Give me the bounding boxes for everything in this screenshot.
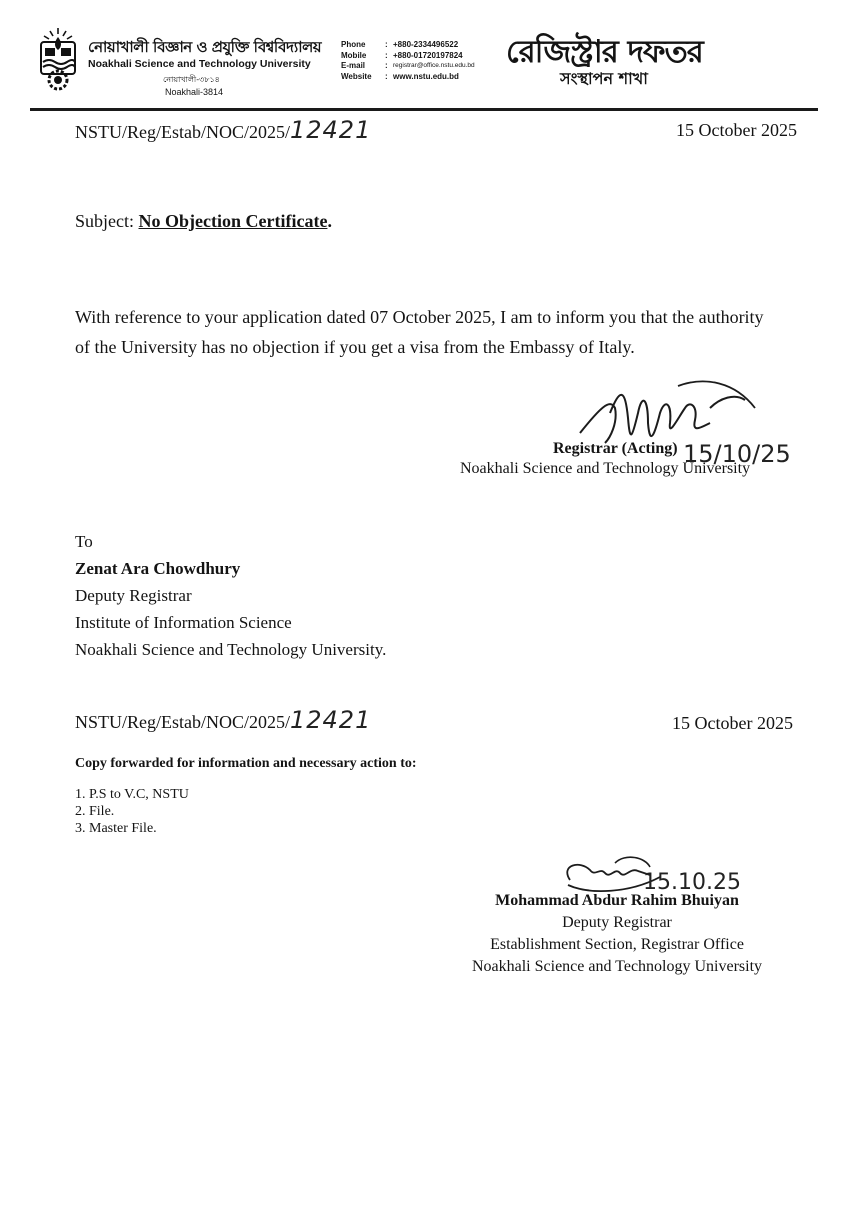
signatory-designation: Deputy Registrar [562,914,672,931]
registrar-handwritten-date: 15/10/25 [683,440,791,468]
copy-reference-number [75,706,371,734]
recipient-organization: Noakhali Science and Technology University. [75,640,387,659]
signatory-name: Mohammad Abdur Rahim Bhuiyan [495,892,739,909]
letter-date: 15 October 2025 [676,120,797,140]
copy-forwarded-heading: Copy forwarded for information and necessary action to: [75,756,417,771]
university-logo [37,26,79,92]
contact-email: E-mail : registrar@office.nstu.edu.bd [341,61,475,70]
contact-value: registrar@office.nstu.edu.bd [393,62,475,69]
contact-label: Website [341,71,372,81]
contact-label: Phone [341,40,366,49]
deputy-registrar-signature-block [452,890,782,978]
recipient-salutation: To [75,532,93,551]
university-name-english: Noakhali Science and Technology University [88,58,311,70]
reference-handwritten-number: 12421 [290,116,372,144]
contact-website: Website : www.nstu.edu.bd [341,71,459,81]
subject-text: No Objection Certificate [138,211,328,231]
list-item: 1. P.S to V.C, NSTU [75,787,189,802]
contact-value: +880-2334496522 [393,40,459,49]
deputy-registrar-handwritten-date: 15.10.25 [643,870,741,895]
recipient-name: Zenat Ara Chowdhury [75,559,241,578]
recipient-designation: Deputy Registrar [75,586,192,605]
office-name-bangla: রেজিস্ট্রার দফতর [506,34,703,70]
subject-period: . [327,211,332,231]
copy-reference-handwritten-number: 12421 [290,706,372,734]
signatory-organization: Noakhali Science and Technology University [471,958,763,975]
list-item: 2. File. [75,804,115,819]
body-line: of the University has no objection if you get a visa from the Embassy of Italy. [75,337,635,357]
contact-mobile: Mobile : +880-01720197824 [341,50,463,60]
city-english: Noakhali-3814 [165,87,224,97]
header-divider [30,108,818,111]
recipient-department: Institute of Information Science [75,613,292,632]
subject-label: Subject: [75,211,134,231]
signatory-section: Establishment Section, Registrar Office [490,936,744,953]
reference-prefix: NSTU/Reg/Estab/NOC/2025/ [75,122,290,142]
contact-block [341,40,475,82]
contact-label: E-mail [341,61,366,70]
reference-number [75,116,371,144]
copy-date: 15 October 2025 [672,713,793,733]
subject-line [75,211,332,232]
university-name-bangla: নোয়াখালী বিজ্ঞান ও প্রযুক্তি বিশ্ববিদ্যালয় [88,38,322,56]
contact-value: +880-01720197824 [393,50,463,60]
contact-phone: Phone : +880-2334496522 [341,40,459,49]
recipient-block [75,528,386,663]
list-item: 3. Master File. [75,821,157,836]
copy-reference-prefix: NSTU/Reg/Estab/NOC/2025/ [75,712,290,732]
section-name-bangla: সংস্থাপন শাখা [560,69,648,88]
contact-label: Mobile [341,50,367,60]
copy-recipients-list [75,786,189,837]
city-bangla: নোয়াখালী-৩৮১৪ [163,75,220,84]
body-line: With reference to your application dated 07 October 2025, I am to inform you that the authority [75,307,764,327]
registrar-title: Registrar (Acting) [553,440,678,457]
contact-value: www.nstu.edu.bd [393,71,459,81]
registrar-organization: Noakhali Science and Technology University [460,460,751,477]
university-crest-icon [37,26,79,92]
letter-body [75,302,764,362]
